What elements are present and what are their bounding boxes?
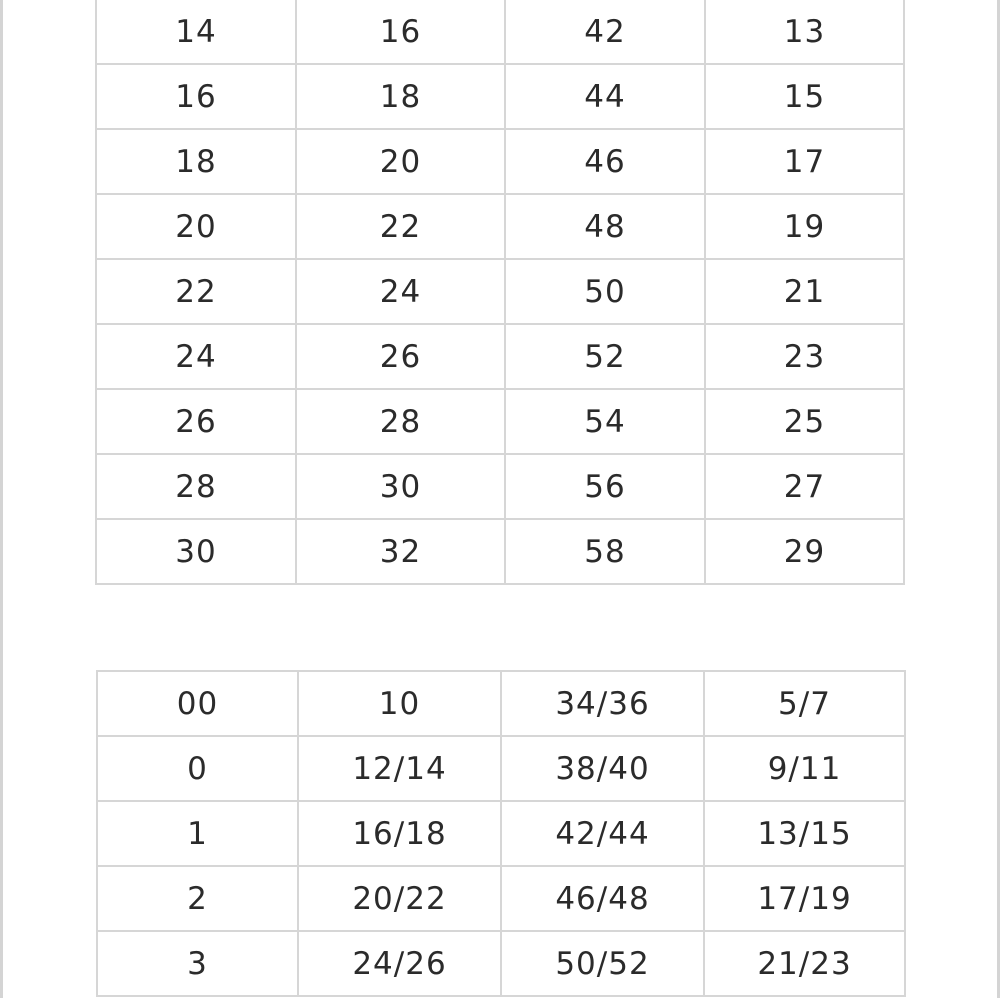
- table-row: [96, 259, 904, 324]
- table-cell: 26: [96, 389, 296, 454]
- table-cell: 12/14: [298, 736, 501, 801]
- table-cell: 25: [705, 389, 904, 454]
- table-cell: 21: [705, 259, 904, 324]
- table-cell: 15: [705, 64, 904, 129]
- table-cell: 54: [505, 389, 705, 454]
- table-cell: 17: [705, 129, 904, 194]
- table-cell: 10: [298, 671, 501, 736]
- table-cell: 48: [505, 194, 705, 259]
- table-cell: 9/11: [704, 736, 905, 801]
- table-cell: 52: [505, 324, 705, 389]
- size-conversion-table: [95, 0, 905, 585]
- table-cell: 20/22: [298, 866, 501, 931]
- table-row: [96, 454, 904, 519]
- table-row: [96, 194, 904, 259]
- table-cell: 18: [96, 129, 296, 194]
- table-cell: 23: [705, 324, 904, 389]
- table-row: [96, 389, 904, 454]
- table-cell: 16/18: [298, 801, 501, 866]
- table-cell: 26: [296, 324, 505, 389]
- table-cell: 24: [96, 324, 296, 389]
- table-cell: 29: [705, 519, 904, 584]
- letter-size-conversion-table: [96, 670, 906, 997]
- table-cell: 50/52: [501, 931, 704, 996]
- table-cell: 0: [97, 736, 298, 801]
- table-cell: 28: [96, 454, 296, 519]
- table-cell: 14: [96, 0, 296, 64]
- table-cell: 20: [96, 194, 296, 259]
- table-row: [96, 129, 904, 194]
- table-cell: 19: [705, 194, 904, 259]
- table-row: [96, 519, 904, 584]
- table-row: [96, 324, 904, 389]
- table-cell: 18: [296, 64, 505, 129]
- table-cell: 13: [705, 0, 904, 64]
- table-cell: 5/7: [704, 671, 905, 736]
- table-cell: 34/36: [501, 671, 704, 736]
- table-cell: 42/44: [501, 801, 704, 866]
- table-cell: 00: [97, 671, 298, 736]
- page-border-left: [0, 0, 3, 998]
- table-row: [97, 736, 905, 801]
- table-row: [97, 801, 905, 866]
- table-cell: 46: [505, 129, 705, 194]
- table-cell: 17/19: [704, 866, 905, 931]
- table-cell: 3: [97, 931, 298, 996]
- table-cell: 56: [505, 454, 705, 519]
- table-cell: 1: [97, 801, 298, 866]
- table-row: [97, 671, 905, 736]
- table-row: [96, 0, 904, 64]
- table-cell: 20: [296, 129, 505, 194]
- table-cell: 22: [96, 259, 296, 324]
- table-cell: 58: [505, 519, 705, 584]
- table-row: [97, 931, 905, 996]
- table-cell: 50: [505, 259, 705, 324]
- table-cell: 30: [296, 454, 505, 519]
- table-row: [97, 866, 905, 931]
- table-cell: 16: [96, 64, 296, 129]
- table-cell: 22: [296, 194, 505, 259]
- table-cell: 32: [296, 519, 505, 584]
- table-cell: 27: [705, 454, 904, 519]
- table-cell: 16: [296, 0, 505, 64]
- table-cell: 21/23: [704, 931, 905, 996]
- table-cell: 28: [296, 389, 505, 454]
- table-cell: 24/26: [298, 931, 501, 996]
- table-row: [96, 64, 904, 129]
- table-cell: 13/15: [704, 801, 905, 866]
- table-cell: 30: [96, 519, 296, 584]
- table-cell: 42: [505, 0, 705, 64]
- table-cell: 2: [97, 866, 298, 931]
- table-cell: 46/48: [501, 866, 704, 931]
- table-cell: 44: [505, 64, 705, 129]
- table-cell: 38/40: [501, 736, 704, 801]
- table-cell: 24: [296, 259, 505, 324]
